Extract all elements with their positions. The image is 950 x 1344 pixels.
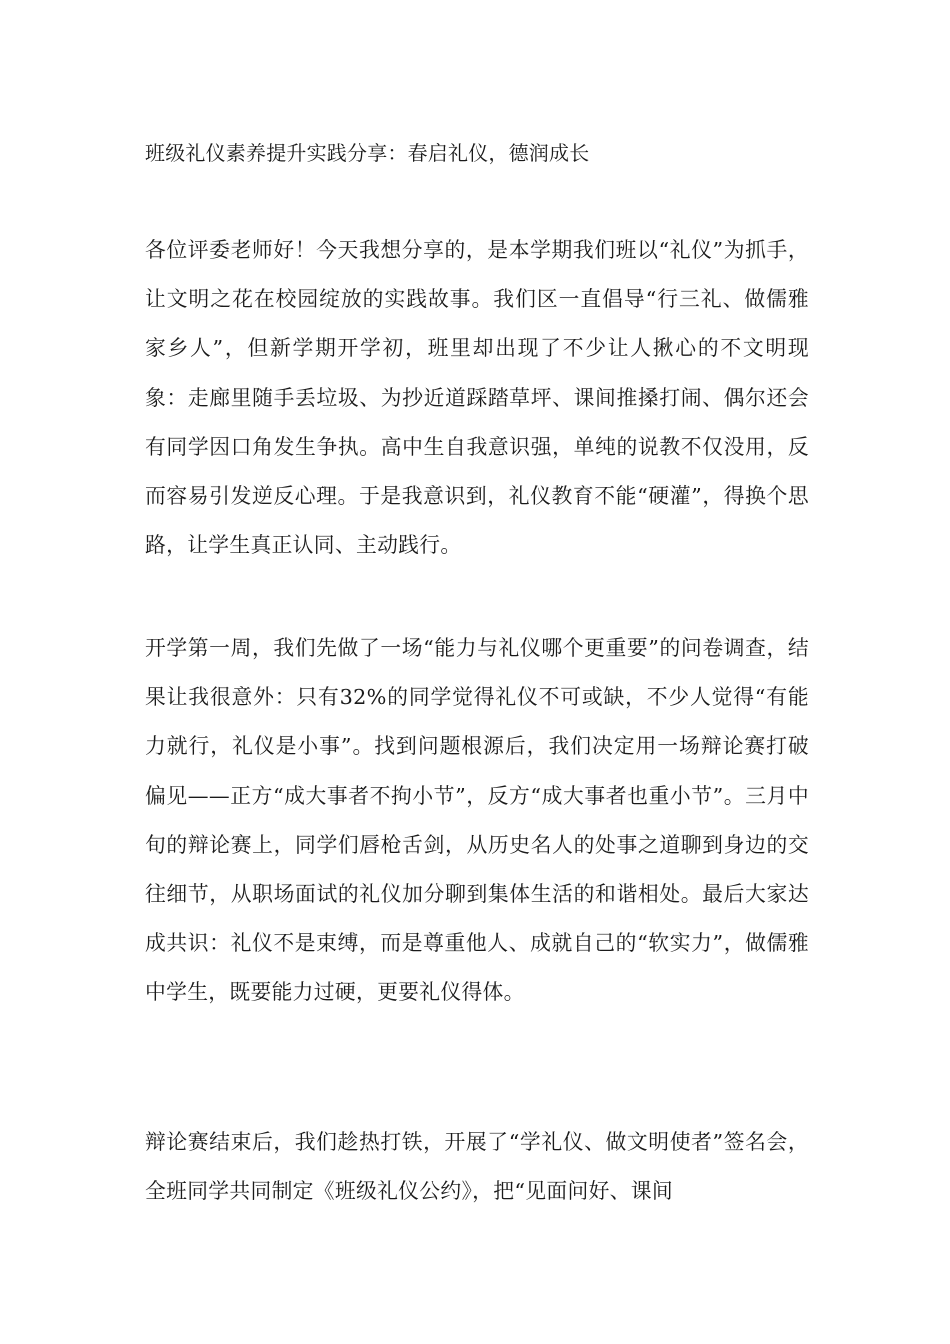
paragraph-signing: 辩论赛结束后，我们趁热打铁，开展了“学礼仪、做文明使者”签名会，全班同学共同制定《班级礼仪公约》，把“见面问好、课间 [145,1130,809,1204]
document-title: 班级礼仪素养提升实践分享：春启礼仪，德润成长 [145,141,590,165]
paragraph-survey-debate: 开学第一周，我们先做了一场“能力与礼仪哪个更重要”的问卷调查，结果让我很意外：只有32%的同学觉得礼仪不可或缺，不少人觉得“有能力就行，礼仪是小事”。找到问题根源后，我们决定用一场辩论赛打破偏见——正方“成大事者不拘小节”，反方“成大事者也重小节”。三月中旬的辩论赛上，同学们唇枪舌剑，从历史名人的处事之道聊到身边的交往细节，从职场面试的礼仪加分聊到集体生活的和谐相处。最后大家达成共识：礼仪不是束缚，而是尊重他人、成就自己的“软实力”，做儒雅中学生，既要能力过硬，更要礼仪得体。 [145,636,809,1005]
paragraph-intro: 各位评委老师好！今天我想分享的，是本学期我们班以“礼仪”为抓手，让文明之花在校园绽放的实践故事。我们区一直倡导“行三礼、做儒雅家乡人”，但新学期开学初，班里却出现了不少让人揪心的不文明现象：走廊里随手丢垃圾、为抄近道踩踏草坪、课间推搡打闹、偶尔还会有同学因口角发生争执。高中生自我意识强，单纯的说教不仅没用，反而容易引发逆反心理。于是我意识到，礼仪教育不能“硬灌”，得换个思路，让学生真正认同、主动践行。 [145,238,809,558]
